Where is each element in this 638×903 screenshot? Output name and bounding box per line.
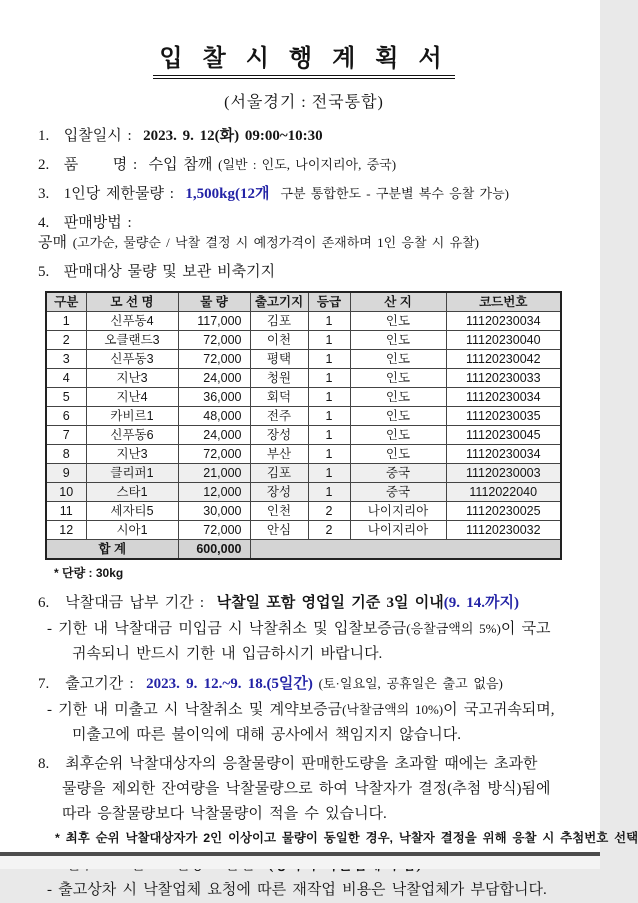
item-label: 판매방법 : [63,215,138,231]
section-heading [38,671,570,697]
table-cell: 3 [46,350,86,369]
table-cell: 11 [46,502,86,521]
section-lead: 출고기간 : [65,676,140,692]
table-cell: 이천 [250,331,308,350]
bid-datetime-value: 2023. 9. 12(화) 09:00~10:30 [143,128,323,144]
table-cell: 72,000 [178,331,250,350]
table-row [46,407,561,426]
table-cell: 청원 [250,369,308,388]
table-row [46,464,561,483]
column-header: 구분 [46,292,86,312]
table-cell: 1 [308,369,350,388]
section-payment-period [38,591,570,667]
section-number: 6. [38,595,50,611]
release-period-note: (토·일요일, 공휴일은 출고 없음) [312,676,503,691]
cargo-table [45,291,562,560]
bullet-tail: 이 국고귀속되며, [443,702,555,718]
table-cell: 나이지리아 [350,521,446,540]
section-number: 7. [38,676,50,692]
total-value: 600,000 [178,540,250,560]
table-cell: 11120230034 [446,445,561,464]
item-sale-targets [38,262,570,282]
table-cell: 72,000 [178,445,250,464]
table-cell: 11120230003 [446,464,561,483]
title-wrap [38,38,570,79]
table-cell: 평택 [250,350,308,369]
unit-note: * 단량 : 30kg [54,566,124,580]
table-cell: 김포 [250,312,308,331]
table-cell: 김포 [250,464,308,483]
table-cell: 지난3 [86,369,178,388]
table-cell: 인천 [250,502,308,521]
table-cell: 회덕 [250,388,308,407]
table-row [46,312,561,331]
table-row [46,369,561,388]
item-number: 2. [38,157,50,173]
table-cell: 1 [308,445,350,464]
column-header: 산 지 [350,292,446,312]
table-cell: 21,000 [178,464,250,483]
section-bullet-cont: 미출고에 따른 불이익에 대해 공사에서 책임지지 않습니다. [72,727,462,743]
table-row [46,445,561,464]
table-cell: 중국 [350,464,446,483]
table-cell: 1 [46,312,86,331]
table-cell: 11120230033 [446,369,561,388]
bullet-text: - 기한 내 낙찰대금 미입금 시 낙찰취소 및 입찰보증금 [47,621,407,637]
table-cell: 11120230032 [446,521,561,540]
table-cell: 11120230045 [446,426,561,445]
table-cell: 중국 [350,483,446,502]
table-cell: 24,000 [178,426,250,445]
table-row [46,350,561,369]
release-period-date: 2023. 9. 12.~9. 18.(5일간) [146,676,313,692]
table-cell: 117,000 [178,312,250,331]
table-cell: 11120230035 [446,407,561,426]
table-cell: 10 [46,483,86,502]
payment-deadline-bold: 낙찰일 포함 영업일 기준 3일 이내 [216,595,444,611]
table-cell: 1 [308,483,350,502]
item-number: 5. [38,264,50,280]
table-cell: 4 [46,369,86,388]
table-cell: 인도 [350,445,446,464]
section-bullet [38,616,570,642]
section-bullet [38,697,570,723]
table-row [46,521,561,540]
table-cell: 11120230040 [446,331,561,350]
column-header: 출고기지 [250,292,308,312]
table-cell: 전주 [250,407,308,426]
section-heading [38,591,570,616]
section-release-period [38,671,570,748]
item-number: 1. [38,128,50,144]
bullet-paren: (응찰금액의 5%) [406,621,501,636]
table-cell: 지난4 [86,388,178,407]
table-cell: 12,000 [178,483,250,502]
table-cell: 11120230034 [446,312,561,331]
table-row [46,426,561,445]
section-line3: 따라 응찰물량보다 낙찰물량이 적을 수 있습니다. [62,806,387,822]
table-cell: 1 [308,350,350,369]
item-limit-per-person [38,184,570,204]
table-cell: 인도 [350,331,446,350]
table-cell: 오클랜드3 [86,331,178,350]
total-label: 합 계 [46,540,178,560]
table-cell: 신푸동6 [86,426,178,445]
section-bullet-cont: 귀속되니 반드시 기한 내 입금하시기 바랍니다. [72,646,383,662]
column-header: 코드번호 [446,292,561,312]
section-lead: 낙찰대금 납부 기간 : [65,595,211,611]
section-number: 8. [38,756,50,772]
sale-method-value: 공매 [38,235,67,251]
table-cell: 부산 [250,445,308,464]
page-bottom-edge [0,852,600,869]
column-header: 모 선 명 [86,292,178,312]
table-cell: 인도 [350,407,446,426]
table-cell: 장성 [250,483,308,502]
table-cell: 2 [46,331,86,350]
item-label: 1인당 제한물량 : [63,186,180,202]
item-number: 3. [38,186,50,202]
bullet-paren: (낙찰금액의 10%) [342,702,444,717]
table-cell: 1 [308,407,350,426]
table-cell: 5 [46,388,86,407]
table-cell: 장성 [250,426,308,445]
table-cell: 36,000 [178,388,250,407]
limit-rest: 구분 통합한도 - 구분별 복수 응찰 가능) [275,186,509,201]
sale-method-paren: (고가순, 물량순 / 낙찰 결정 시 예정가격이 존재하며 1인 응찰 시 유찰) [72,235,480,250]
total-empty-cell [250,540,561,560]
table-cell: 1 [308,312,350,331]
table-cell: 1 [308,331,350,350]
item-label: 입찰일시 : [63,128,138,144]
table-cell: 9 [46,464,86,483]
table-cell: 시아1 [86,521,178,540]
item-label: 판매대상 물량 및 보관 비축기지 [63,264,276,280]
table-cell: 72,000 [178,521,250,540]
table-cell: 24,000 [178,369,250,388]
table-cell: 1 [308,388,350,407]
section-line1: 최후순위 낙찰대상자의 응찰물량이 판매한도량을 초과할 때에는 초과한 [65,756,538,772]
table-cell: 카비르1 [86,407,178,426]
table-cell: 1112022040 [446,483,561,502]
table-cell: 안심 [250,521,308,540]
table-cell: 인도 [350,369,446,388]
column-header: 물 량 [178,292,250,312]
section-over-quantity [38,752,638,849]
product-name-paren: (일반 : 인도, 나이지리아, 중국) [218,157,397,172]
table-cell: 세자티5 [86,502,178,521]
section-heading [38,752,570,777]
limit-highlight: 1,500kg(12개 [185,186,270,202]
product-name-value: 수입 참깨 [148,157,213,173]
table-cell: 2 [308,502,350,521]
table-total-row [46,540,561,560]
table-cell: 나이지리아 [350,502,446,521]
table-cell: 7 [46,426,86,445]
lottery-note: * 최후 순위 낙찰대상자가 2인 이상이고 물량이 동일한 경우, 낙찰자 결정을 위해 응찰 시 추첨번호 선택 [55,831,638,845]
table-cell: 2 [308,521,350,540]
bullet-tail: 이 국고 [500,621,551,637]
item-product-name [38,155,570,175]
table-cell: 인도 [350,312,446,331]
table-cell: 인도 [350,388,446,407]
table-cell: 1 [308,426,350,445]
table-cell: 12 [46,521,86,540]
table-row [46,502,561,521]
table-cell: 11120230042 [446,350,561,369]
table-cell: 11120230025 [446,502,561,521]
table-cell: 1 [308,464,350,483]
table-cell: 11120230034 [446,388,561,407]
table-header-row [46,292,561,312]
item-label: 품 명 : [63,157,143,173]
table-cell: 6 [46,407,86,426]
table-cell: 인도 [350,350,446,369]
item-number: 4. [38,215,50,231]
table-cell: 스타1 [86,483,178,502]
table-cell: 72,000 [178,350,250,369]
table-cell: 48,000 [178,407,250,426]
item-sale-method [38,213,570,253]
table-cell: 지난3 [86,445,178,464]
page-subtitle: (서울경기 : 전국통합) [224,94,384,111]
table-cell: 8 [46,445,86,464]
section-bullet: - 출고상차 시 낙찰업체 요청에 따른 재작업 비용은 낙찰업체가 부담합니다. [47,882,547,898]
table-cell: 인도 [350,426,446,445]
table-row [46,388,561,407]
bullet-text: - 기한 내 미출고 시 낙찰취소 및 계약보증금 [47,702,343,718]
table-row [46,331,561,350]
table-cell: 30,000 [178,502,250,521]
payment-deadline-date: (9. 14.까지) [443,595,519,611]
table-cell: 신푸동3 [86,350,178,369]
table-cell: 클리퍼1 [86,464,178,483]
table-row [46,483,561,502]
table-cell: 신푸동4 [86,312,178,331]
item-bid-datetime [38,126,570,146]
page-title: 입 찰 시 행 계 획 서 [153,38,454,79]
column-header: 등급 [308,292,350,312]
section-line2: 물량을 제외한 잔여량을 낙찰물량으로 하여 낙찰자가 결정(추첨 방식)됨에 [62,781,551,797]
